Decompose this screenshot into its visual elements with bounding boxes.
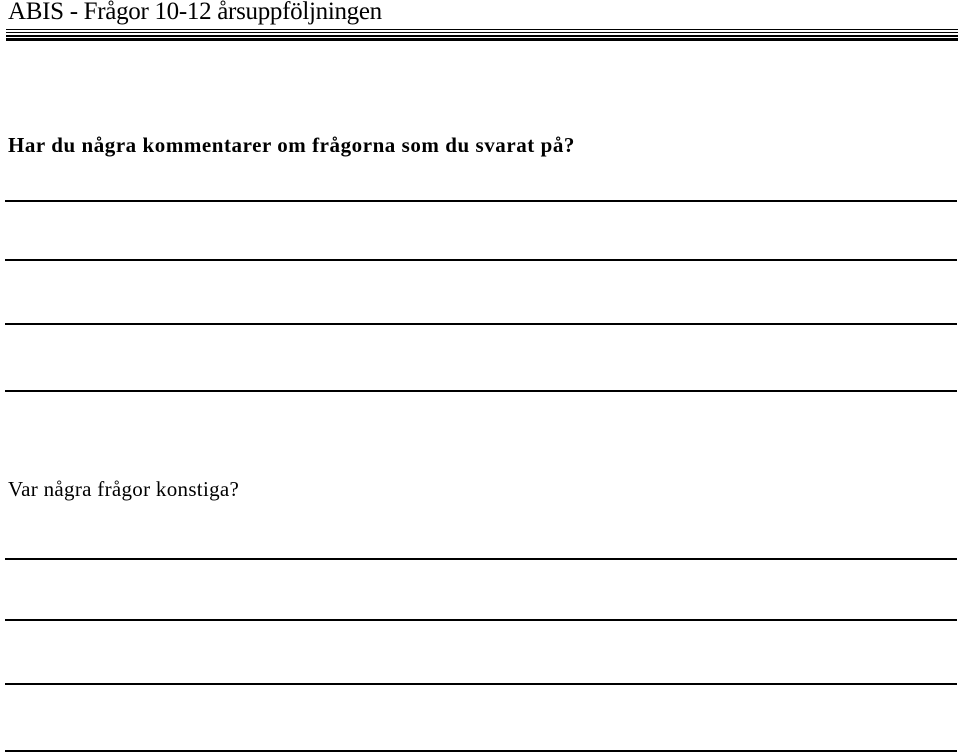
answer-line-strange-3[interactable] — [5, 683, 957, 685]
header-divider-thick — [6, 38, 958, 41]
header-divider-thin-2 — [6, 32, 958, 33]
answer-line-comments-2[interactable] — [5, 259, 957, 261]
answer-line-comments-3[interactable] — [5, 323, 957, 325]
answer-line-strange-1[interactable] — [5, 558, 957, 560]
answer-line-strange-2[interactable] — [5, 619, 957, 621]
answer-line-comments-1[interactable] — [5, 200, 957, 202]
page-title: ABIS - Frågor 10-12 årsuppföljningen — [8, 0, 382, 25]
answer-line-comments-4[interactable] — [5, 390, 957, 392]
header-divider-thin-1 — [6, 29, 958, 30]
question-comments: Har du några kommentarer om frågorna som du svarat på? — [8, 133, 575, 157]
question-strange-questions: Var några frågor konstiga? — [8, 477, 240, 501]
answer-line-strange-4[interactable] — [5, 750, 957, 752]
header-divider-medium — [6, 35, 958, 37]
